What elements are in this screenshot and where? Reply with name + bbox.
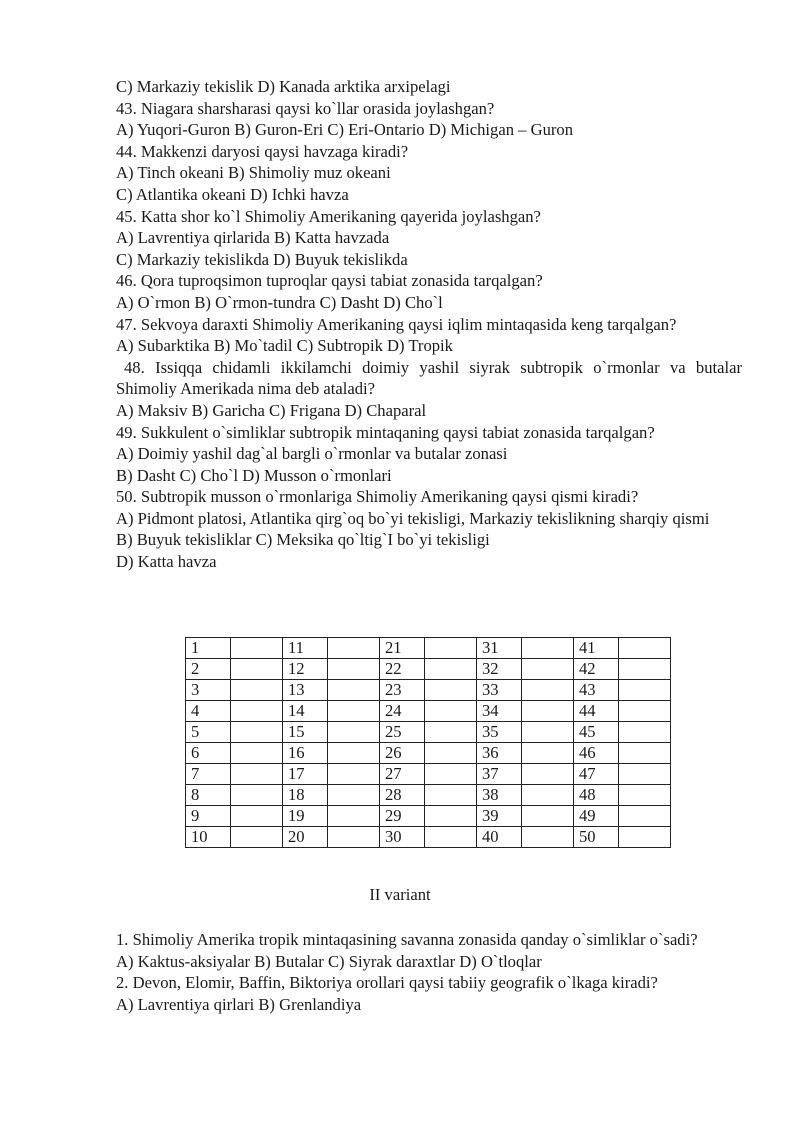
answer-number-cell: 31	[477, 638, 522, 659]
answer-number-cell: 28	[380, 785, 425, 806]
answer-number-cell: 25	[380, 722, 425, 743]
answer-number-cell: 24	[380, 701, 425, 722]
v2-q1-options: A) Kaktus-aksiyalar B) Butalar C) Siyrak daraxtlar D) O`tloqlar	[116, 951, 542, 971]
answer-blank-cell[interactable]	[425, 806, 477, 827]
answer-number-cell: 34	[477, 701, 522, 722]
answer-blank-cell[interactable]	[522, 659, 574, 680]
answer-number-cell: 15	[283, 722, 328, 743]
answer-blank-cell[interactable]	[425, 722, 477, 743]
answer-blank-cell[interactable]	[522, 638, 574, 659]
answer-blank-cell[interactable]	[619, 638, 671, 659]
answer-number-cell: 46	[574, 743, 619, 764]
answer-number-cell: 44	[574, 701, 619, 722]
answer-table-row	[186, 827, 671, 848]
answer-blank-cell[interactable]	[619, 701, 671, 722]
answer-blank-cell[interactable]	[328, 659, 380, 680]
answer-blank-cell[interactable]	[425, 659, 477, 680]
answer-blank-cell[interactable]	[328, 722, 380, 743]
answer-number-cell: 3	[186, 680, 231, 701]
answer-number-cell: 49	[574, 806, 619, 827]
v2-q2-question: 2. Devon, Elomir, Baffin, Biktoriya orollari qaysi tabiiy geografik o`lkaga kiradi?	[116, 973, 658, 993]
answer-number-cell: 17	[283, 764, 328, 785]
answer-blank-cell[interactable]	[522, 827, 574, 848]
q48-options: A) Maksiv B) Garicha C) Frigana D) Chaparal	[116, 400, 427, 420]
answer-table-row	[186, 743, 671, 764]
answer-blank-cell[interactable]	[425, 827, 477, 848]
q47-question: 47. Sekvoya daraxti Shimoliy Amerikaning qaysi iqlim mintaqasida keng tarqalgan?	[116, 314, 677, 334]
answer-blank-cell[interactable]	[522, 722, 574, 743]
answer-blank-cell[interactable]	[231, 659, 283, 680]
answer-blank-cell[interactable]	[425, 764, 477, 785]
answer-number-cell: 29	[380, 806, 425, 827]
answer-number-cell: 1	[186, 638, 231, 659]
answer-blank-cell[interactable]	[619, 785, 671, 806]
answer-number-cell: 6	[186, 743, 231, 764]
answer-blank-cell[interactable]	[328, 638, 380, 659]
q50-options-bc: B) Buyuk tekisliklar C) Meksika qo`ltig`I bo`yi tekisligi	[116, 530, 490, 550]
answer-blank-cell[interactable]	[231, 680, 283, 701]
q49-question: 49. Sukkulent o`simliklar subtropik mintaqaning qaysi tabiat zonasida tarqalgan?	[116, 422, 655, 442]
q45-options-cd: C) Markaziy tekislikda D) Buyuk tekislikda	[116, 249, 408, 269]
answer-blank-cell[interactable]	[425, 680, 477, 701]
answer-blank-cell[interactable]	[231, 785, 283, 806]
answer-blank-cell[interactable]	[231, 743, 283, 764]
q44-question: 44. Makkenzi daryosi qaysi havzaga kiradi?	[116, 141, 409, 161]
answer-blank-cell[interactable]	[522, 806, 574, 827]
answer-number-cell: 50	[574, 827, 619, 848]
q43-question: 43. Niagara sharsharasi qaysi ko`llar orasida joylashgan?	[116, 98, 495, 118]
answer-number-cell: 43	[574, 680, 619, 701]
answer-number-cell: 2	[186, 659, 231, 680]
answer-blank-cell[interactable]	[231, 806, 283, 827]
q42-options-cd: C) Markaziy tekislik D) Kanada arktika arxipelagi	[116, 77, 451, 96]
question-block-variant-1	[116, 76, 742, 573]
q46-options: A) O`rmon B) O`rmon-tundra C) Dasht D) Cho`l	[116, 292, 443, 312]
answer-blank-cell[interactable]	[231, 701, 283, 722]
answer-number-cell: 37	[477, 764, 522, 785]
answer-blank-cell[interactable]	[328, 743, 380, 764]
answer-blank-cell[interactable]	[619, 722, 671, 743]
answer-number-cell: 48	[574, 785, 619, 806]
answer-number-cell: 41	[574, 638, 619, 659]
answer-number-cell: 19	[283, 806, 328, 827]
answer-blank-cell[interactable]	[328, 827, 380, 848]
answer-number-cell: 26	[380, 743, 425, 764]
q47-options: A) Subarktika B) Mo`tadil C) Subtropik D) Tropik	[116, 336, 453, 356]
answer-blank-cell[interactable]	[425, 743, 477, 764]
q50-option-a: A) Pidmont platosi, Atlantika qirg`oq bo`yi tekisligi, Markaziy tekislikning sharqiy qismi	[116, 508, 710, 528]
answer-number-cell: 8	[186, 785, 231, 806]
answer-number-cell: 13	[283, 680, 328, 701]
answer-number-cell: 23	[380, 680, 425, 701]
answer-blank-cell[interactable]	[231, 827, 283, 848]
answer-number-cell: 14	[283, 701, 328, 722]
answer-blank-cell[interactable]	[328, 680, 380, 701]
answer-number-cell: 18	[283, 785, 328, 806]
answer-blank-cell[interactable]	[522, 743, 574, 764]
answer-blank-cell[interactable]	[425, 701, 477, 722]
q49-option-a: A) Doimiy yashil dag`al bargli o`rmonlar va butalar zonasi	[116, 444, 508, 464]
v2-q1-question: 1. Shimoliy Amerika tropik mintaqasining savanna zonasida qanday o`simliklar o`sadi?	[116, 930, 698, 949]
q44-options-ab: A) Tinch okeani B) Shimoliy muz okeani	[116, 163, 391, 183]
answer-table-row	[186, 722, 671, 743]
answer-number-cell: 42	[574, 659, 619, 680]
answer-blank-cell[interactable]	[619, 659, 671, 680]
answer-blank-cell[interactable]	[328, 806, 380, 827]
answer-blank-cell[interactable]	[231, 764, 283, 785]
answer-number-cell: 7	[186, 764, 231, 785]
answer-number-cell: 47	[574, 764, 619, 785]
answer-number-cell: 16	[283, 743, 328, 764]
answer-table	[185, 637, 671, 848]
answer-blank-cell[interactable]	[522, 680, 574, 701]
answer-number-cell: 40	[477, 827, 522, 848]
answer-number-cell: 21	[380, 638, 425, 659]
q43-options: A) Yuqori-Guron B) Guron-Eri C) Eri-Ontario D) Michigan – Guron	[116, 120, 573, 140]
q45-options-ab: A) Lavrentiya qirlarida B) Katta havzada	[116, 228, 390, 248]
answer-number-cell: 4	[186, 701, 231, 722]
answer-blank-cell[interactable]	[231, 722, 283, 743]
q49-options-bcd: B) Dasht C) Cho`l D) Musson o`rmonlari	[116, 465, 392, 485]
answer-blank-cell[interactable]	[328, 764, 380, 785]
answer-number-cell: 30	[380, 827, 425, 848]
answer-table-row	[186, 764, 671, 785]
question-block-variant-2	[116, 929, 742, 1015]
answer-number-cell: 12	[283, 659, 328, 680]
answer-number-cell: 9	[186, 806, 231, 827]
q48-question: 48. Issiqqa chidamli ikkilamchi doimiy yashil siyrak subtropik o`rmonlar va butalar Shimoliy Amerikada nima deb ataladi?	[116, 357, 742, 399]
q46-question: 46. Qora tuproqsimon tuproqlar qaysi tabiat zonasida tarqalgan?	[116, 271, 543, 291]
answer-number-cell: 5	[186, 722, 231, 743]
answer-number-cell: 38	[477, 785, 522, 806]
variant-title: II variant	[369, 885, 431, 904]
answer-blank-cell[interactable]	[619, 743, 671, 764]
answer-number-cell: 45	[574, 722, 619, 743]
answer-table-row	[186, 638, 671, 659]
answer-number-cell: 39	[477, 806, 522, 827]
answer-table-row	[186, 785, 671, 806]
answer-number-cell: 32	[477, 659, 522, 680]
answer-blank-cell[interactable]	[522, 701, 574, 722]
q50-option-d: D) Katta havza	[116, 552, 217, 572]
answer-number-cell: 20	[283, 827, 328, 848]
answer-table-row	[186, 806, 671, 827]
answer-table-row	[186, 659, 671, 680]
answer-table-row	[186, 680, 671, 701]
v2-q2-options: A) Lavrentiya qirlari B) Grenlandiya	[116, 994, 362, 1014]
answer-number-cell: 22	[380, 659, 425, 680]
answer-blank-cell[interactable]	[619, 764, 671, 785]
answer-blank-cell[interactable]	[425, 638, 477, 659]
answer-number-cell: 11	[283, 638, 328, 659]
answer-blank-cell[interactable]	[522, 764, 574, 785]
answer-number-cell: 33	[477, 680, 522, 701]
answer-blank-cell[interactable]	[619, 806, 671, 827]
answer-blank-cell[interactable]	[425, 785, 477, 806]
answer-blank-cell[interactable]	[619, 827, 671, 848]
q45-question: 45. Katta shor ko`l Shimoliy Amerikaning qayerida joylashgan?	[116, 206, 541, 226]
answer-blank-cell[interactable]	[328, 785, 380, 806]
answer-number-cell: 27	[380, 764, 425, 785]
answer-blank-cell[interactable]	[328, 701, 380, 722]
answer-table-row	[186, 701, 671, 722]
answer-blank-cell[interactable]	[619, 680, 671, 701]
answer-number-cell: 35	[477, 722, 522, 743]
q50-question: 50. Subtropik musson o`rmonlariga Shimoliy Amerikaning qaysi qismi kiradi?	[116, 487, 639, 507]
answer-blank-cell[interactable]	[231, 638, 283, 659]
answer-number-cell: 36	[477, 743, 522, 764]
answer-number-cell: 10	[186, 827, 231, 848]
answer-blank-cell[interactable]	[522, 785, 574, 806]
q44-options-cd: C) Atlantika okeani D) Ichki havza	[116, 184, 349, 204]
